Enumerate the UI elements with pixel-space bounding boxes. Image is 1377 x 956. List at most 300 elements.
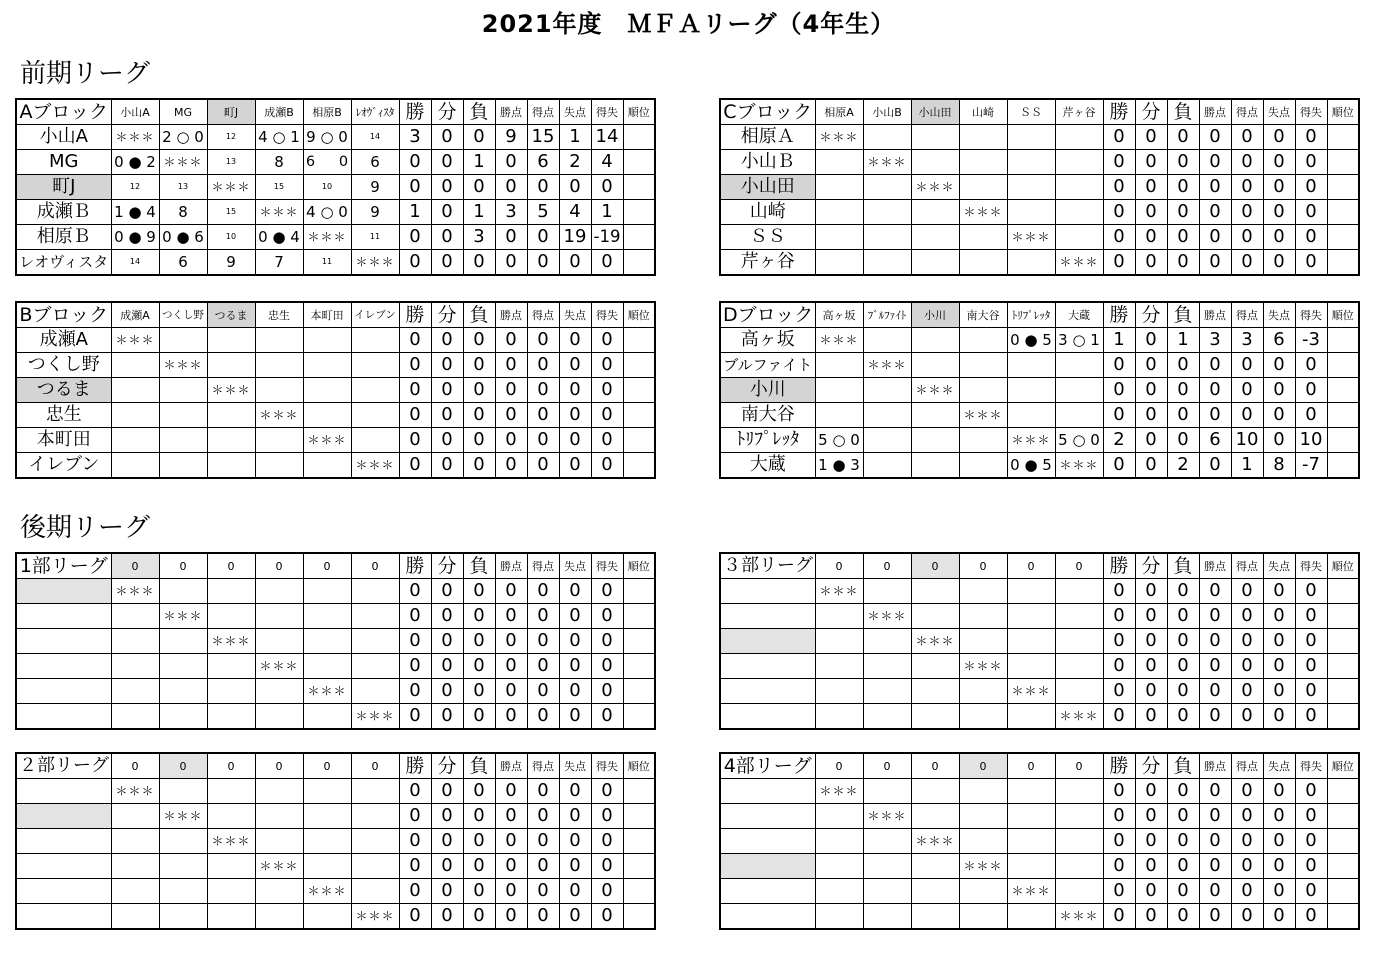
table-label-cell: ２部リーグ [16,753,111,779]
stat-cell: 0 [1135,904,1167,930]
result-cell [1007,629,1055,654]
result-cell [863,829,911,854]
result-cell [863,453,911,479]
result-cell [159,328,207,353]
team-name-cell [720,879,815,904]
stat-cell: 0 [431,378,463,403]
result-cell [1007,779,1055,804]
stat-cell: 0 [495,428,527,453]
result-cell: 6 0 [303,150,351,175]
stat-cell: 0 [527,804,559,829]
result-cell [1007,704,1055,730]
rank-cell [1327,704,1359,730]
stat-cell: 0 [1167,225,1199,250]
stat-header-cell: 順位 [1327,302,1359,328]
stat-cell: 0 [1135,250,1167,276]
team-row [720,579,1359,604]
stat-cell: 0 [1295,779,1327,804]
result-cell [111,854,159,879]
stat-cell: 0 [1295,879,1327,904]
stat-cell: 0 [1199,604,1231,629]
stat-cell: 1 [1231,453,1263,479]
team-row [720,250,1359,276]
stat-cell: 0 [1135,804,1167,829]
opponent-header-cell: 0 [1055,553,1103,579]
team-row [720,704,1359,730]
result-cell [111,829,159,854]
stat-cell: 0 [431,704,463,730]
self-match-cell: ＊＊＊ [815,328,863,353]
stat-cell: 0 [399,250,431,276]
stat-cell: 0 [1231,200,1263,225]
rank-cell [623,879,655,904]
result-cell [863,704,911,730]
stat-header-cell: 得点 [527,99,559,125]
standings-grid [719,98,1360,276]
result-cell: 6 [159,250,207,276]
team-row [720,679,1359,704]
team-name-cell: 芹ヶ谷 [720,250,815,276]
header-row [720,99,1359,125]
team-row [720,200,1359,225]
rank-cell [1327,428,1359,453]
result-cell [159,904,207,930]
stat-cell: 15 [527,125,559,150]
stat-cell: 0 [431,879,463,904]
result-cell [1055,225,1103,250]
team-name-cell: 小川 [720,378,815,403]
stat-cell: 0 [1231,403,1263,428]
stat-cell: 8 [1263,453,1295,479]
team-name-cell: 大蔵 [720,453,815,479]
team-row [720,150,1359,175]
self-match-cell: ＊＊＊ [207,378,255,403]
opponent-header-cell: 0 [159,553,207,579]
team-row [16,150,655,175]
opponent-header-cell: 0 [1007,553,1055,579]
stat-cell: 0 [431,150,463,175]
opponent-header-cell: 0 [1007,753,1055,779]
team-row [720,175,1359,200]
result-cell [207,604,255,629]
result-cell [111,453,159,479]
result-cell [303,829,351,854]
self-match-cell: ＊＊＊ [303,225,351,250]
result-cell: 4 ○ 0 [303,200,351,225]
rank-cell [1327,604,1359,629]
stat-cell: 0 [591,328,623,353]
stat-cell: 0 [559,353,591,378]
result-cell [911,225,959,250]
team-row [720,804,1359,829]
team-row [720,328,1359,353]
stat-cell: 0 [1103,679,1135,704]
self-match-cell: ＊＊＊ [863,150,911,175]
division-4-table [719,752,1360,930]
stat-cell: 0 [591,428,623,453]
stat-cell: 0 [1167,428,1199,453]
result-cell [959,704,1007,730]
opponent-header-cell: 小山A [111,99,159,125]
team-name-cell: 小山田 [720,175,815,200]
rank-cell [1327,150,1359,175]
team-name-cell [16,779,111,804]
result-cell [959,629,1007,654]
stat-cell: 0 [1103,353,1135,378]
stat-cell: 0 [399,428,431,453]
result-cell [111,629,159,654]
stat-cell: 0 [527,453,559,479]
stat-cell: 0 [591,854,623,879]
stat-cell: 0 [1263,353,1295,378]
result-cell [815,879,863,904]
result-cell [815,353,863,378]
result-cell [255,704,303,730]
result-cell [303,904,351,930]
result-cell [863,679,911,704]
result-cell [815,250,863,276]
self-match-cell: ＊＊＊ [815,579,863,604]
team-row [16,804,655,829]
stat-header-cell: 勝 [1103,99,1135,125]
stat-cell: 0 [1199,378,1231,403]
stat-header-cell: 得失 [591,99,623,125]
result-cell [959,804,1007,829]
opponent-header-cell: 0 [815,553,863,579]
result-cell: 12 [207,125,255,150]
stat-cell: 0 [527,604,559,629]
stat-cell: 0 [559,679,591,704]
stat-cell: 1 [1167,328,1199,353]
self-match-cell: ＊＊＊ [159,604,207,629]
result-cell [351,328,399,353]
header-row [16,99,655,125]
result-cell [255,328,303,353]
result-cell: 0 ● 9 [111,225,159,250]
stat-cell: 0 [1263,378,1295,403]
stat-cell: 0 [1263,679,1295,704]
stat-cell: 0 [463,904,495,930]
rank-cell [623,579,655,604]
stat-cell: 0 [495,225,527,250]
stat-cell: 0 [1167,403,1199,428]
result-cell: 0 ● 5 [1007,453,1055,479]
stat-cell: 0 [399,453,431,479]
stat-cell: 0 [1231,654,1263,679]
self-match-cell: ＊＊＊ [1055,250,1103,276]
rank-cell [623,125,655,150]
result-cell: 3 ○ 1 [1055,328,1103,353]
stat-cell: 0 [1103,175,1135,200]
self-match-cell: ＊＊＊ [207,629,255,654]
stat-header-cell: 失点 [559,753,591,779]
rank-cell [623,829,655,854]
stat-cell: 0 [1103,629,1135,654]
stat-header-cell: 分 [431,99,463,125]
result-cell [815,604,863,629]
result-cell [159,704,207,730]
stat-cell: 0 [399,579,431,604]
opponent-header-cell: 小川 [911,302,959,328]
result-cell: 12 [111,175,159,200]
stat-cell: 0 [1295,125,1327,150]
stat-cell: 0 [1231,904,1263,930]
stat-cell: 0 [591,654,623,679]
team-row [720,403,1359,428]
rank-cell [623,604,655,629]
self-match-cell: ＊＊＊ [255,200,303,225]
stat-cell: 0 [495,378,527,403]
stat-cell: 0 [527,328,559,353]
result-cell [255,378,303,403]
self-match-cell: ＊＊＊ [111,579,159,604]
team-row [720,879,1359,904]
stat-cell: 0 [1135,453,1167,479]
team-name-cell [720,904,815,930]
rank-cell [1327,779,1359,804]
team-name-cell [16,654,111,679]
result-cell [255,904,303,930]
result-cell [911,200,959,225]
opponent-header-cell: イレブン [351,302,399,328]
stat-cell: 0 [399,403,431,428]
result-cell [1007,829,1055,854]
stat-header-cell: 順位 [623,99,655,125]
division-1-table [15,552,656,730]
result-cell [255,804,303,829]
team-row [16,453,655,479]
team-name-cell: 相原Ａ [720,125,815,150]
stat-cell: 0 [1231,854,1263,879]
rank-cell [1327,175,1359,200]
stat-cell: 0 [463,403,495,428]
stat-header-cell: 勝点 [495,553,527,579]
stat-header-cell: 勝 [399,753,431,779]
stat-header-cell: 分 [431,553,463,579]
team-name-cell: 本町田 [16,428,111,453]
result-cell: 0 ● 4 [255,225,303,250]
stat-cell: 0 [1263,804,1295,829]
stat-cell: 0 [1263,704,1295,730]
stat-cell: 3 [463,225,495,250]
stat-cell: 0 [463,654,495,679]
stat-header-cell: 勝点 [1199,99,1231,125]
stat-cell: 0 [431,854,463,879]
stat-cell: 0 [1263,854,1295,879]
opponent-header-cell: 0 [863,753,911,779]
stat-header-cell: 失点 [1263,302,1295,328]
result-cell [207,779,255,804]
stat-cell: 0 [495,779,527,804]
self-match-cell: ＊＊＊ [1055,904,1103,930]
stat-cell: 0 [1135,604,1167,629]
table-label-cell: Bブロック [16,302,111,328]
rank-cell [1327,225,1359,250]
stat-cell: 0 [1231,704,1263,730]
result-cell [863,328,911,353]
stat-cell: 0 [431,804,463,829]
stat-cell: 0 [463,125,495,150]
stat-header-cell: 負 [463,753,495,779]
stat-header-cell: 順位 [623,753,655,779]
stat-cell: 4 [591,150,623,175]
stat-cell: 0 [399,804,431,829]
result-cell: 7 [255,250,303,276]
rank-cell [623,654,655,679]
stat-header-cell: 負 [1167,99,1199,125]
stat-cell: 0 [1263,403,1295,428]
stat-cell: 0 [431,175,463,200]
team-name-cell [16,679,111,704]
stat-cell: 0 [1231,679,1263,704]
result-cell: 6 [351,150,399,175]
result-cell [351,604,399,629]
team-name-cell [720,604,815,629]
stat-cell: 0 [495,604,527,629]
result-cell [111,679,159,704]
stat-cell: 0 [1135,225,1167,250]
stat-header-cell: 順位 [1327,753,1359,779]
result-cell [863,225,911,250]
self-match-cell: ＊＊＊ [159,353,207,378]
result-cell [303,629,351,654]
team-name-cell: MG [16,150,111,175]
team-name-cell [16,879,111,904]
stat-cell: 0 [495,150,527,175]
team-row [720,225,1359,250]
stat-cell: 0 [463,604,495,629]
stat-cell: 0 [1295,604,1327,629]
result-cell [911,679,959,704]
team-row [16,225,655,250]
stat-cell: 0 [559,879,591,904]
stat-cell: 0 [1295,225,1327,250]
stat-cell: 0 [1295,829,1327,854]
stat-header-cell: 負 [463,553,495,579]
result-cell [863,654,911,679]
rank-cell [623,378,655,403]
team-name-cell: 小山A [16,125,111,150]
result-cell [111,879,159,904]
stat-cell: 0 [1135,175,1167,200]
result-cell [159,829,207,854]
result-cell [1055,879,1103,904]
stat-header-cell: 失点 [559,553,591,579]
stat-cell: 0 [1231,125,1263,150]
stat-header-cell: 負 [1167,302,1199,328]
result-cell [159,378,207,403]
result-cell [351,779,399,804]
stat-cell: 1 [1103,328,1135,353]
stat-header-cell: 勝 [399,553,431,579]
stat-header-cell: 順位 [623,553,655,579]
stat-cell: 0 [1103,854,1135,879]
result-cell: 10 [303,175,351,200]
self-match-cell: ＊＊＊ [111,328,159,353]
result-cell: 0 ● 2 [111,150,159,175]
stat-cell: 0 [399,704,431,730]
result-cell: 9 ○ 0 [303,125,351,150]
result-cell [351,879,399,904]
stat-cell: 0 [1295,378,1327,403]
result-cell [1055,629,1103,654]
stat-cell: 0 [399,654,431,679]
rank-cell [623,854,655,879]
result-cell [351,829,399,854]
result-cell: 15 [207,200,255,225]
result-cell [911,604,959,629]
stat-cell: 0 [527,175,559,200]
stat-cell: 0 [495,904,527,930]
stat-cell: 0 [1199,453,1231,479]
stat-cell: 0 [495,854,527,879]
stat-cell: 0 [591,704,623,730]
stat-header-cell: 得点 [1231,753,1263,779]
stat-header-cell: 得点 [1231,99,1263,125]
stat-cell: 0 [1231,804,1263,829]
self-match-cell: ＊＊＊ [1055,704,1103,730]
stat-cell: 0 [1135,328,1167,353]
division-2-table [15,752,656,930]
stat-cell: 0 [1295,150,1327,175]
team-name-cell: 成瀬A [16,328,111,353]
result-cell [1007,175,1055,200]
rank-cell [623,403,655,428]
table-label-cell: 1部リーグ [16,553,111,579]
stat-cell: 0 [1231,353,1263,378]
stat-cell: 0 [399,879,431,904]
team-name-cell: 高ヶ坂 [720,328,815,353]
stat-cell: 0 [559,654,591,679]
stat-header-cell: 勝点 [495,99,527,125]
result-cell [815,629,863,654]
result-cell [911,654,959,679]
result-cell: 9 [351,175,399,200]
result-cell [159,453,207,479]
team-name-cell [720,629,815,654]
stat-cell: 0 [1103,378,1135,403]
stat-cell: 0 [1167,250,1199,276]
stat-cell: 0 [1295,579,1327,604]
result-cell [815,225,863,250]
result-cell [1007,604,1055,629]
stat-header-cell: 失点 [1263,753,1295,779]
result-cell [815,704,863,730]
team-row [16,829,655,854]
result-cell [159,654,207,679]
stat-cell: 0 [1295,804,1327,829]
opponent-header-cell: 0 [959,753,1007,779]
stat-cell: 0 [1167,654,1199,679]
result-cell [911,150,959,175]
stat-cell: 0 [1167,200,1199,225]
result-cell [863,175,911,200]
self-match-cell: ＊＊＊ [303,879,351,904]
stat-cell: 0 [1135,353,1167,378]
result-cell [1007,579,1055,604]
result-cell: 2 ○ 0 [159,125,207,150]
standings-grid [15,98,656,276]
stat-cell: 0 [1263,604,1295,629]
stat-cell: 0 [463,250,495,276]
opponent-header-cell: つくし野 [159,302,207,328]
team-name-cell: 忠生 [16,403,111,428]
result-cell [351,428,399,453]
result-cell [1007,378,1055,403]
rank-cell [623,250,655,276]
team-name-cell [16,629,111,654]
stat-header-cell: 得失 [591,553,623,579]
